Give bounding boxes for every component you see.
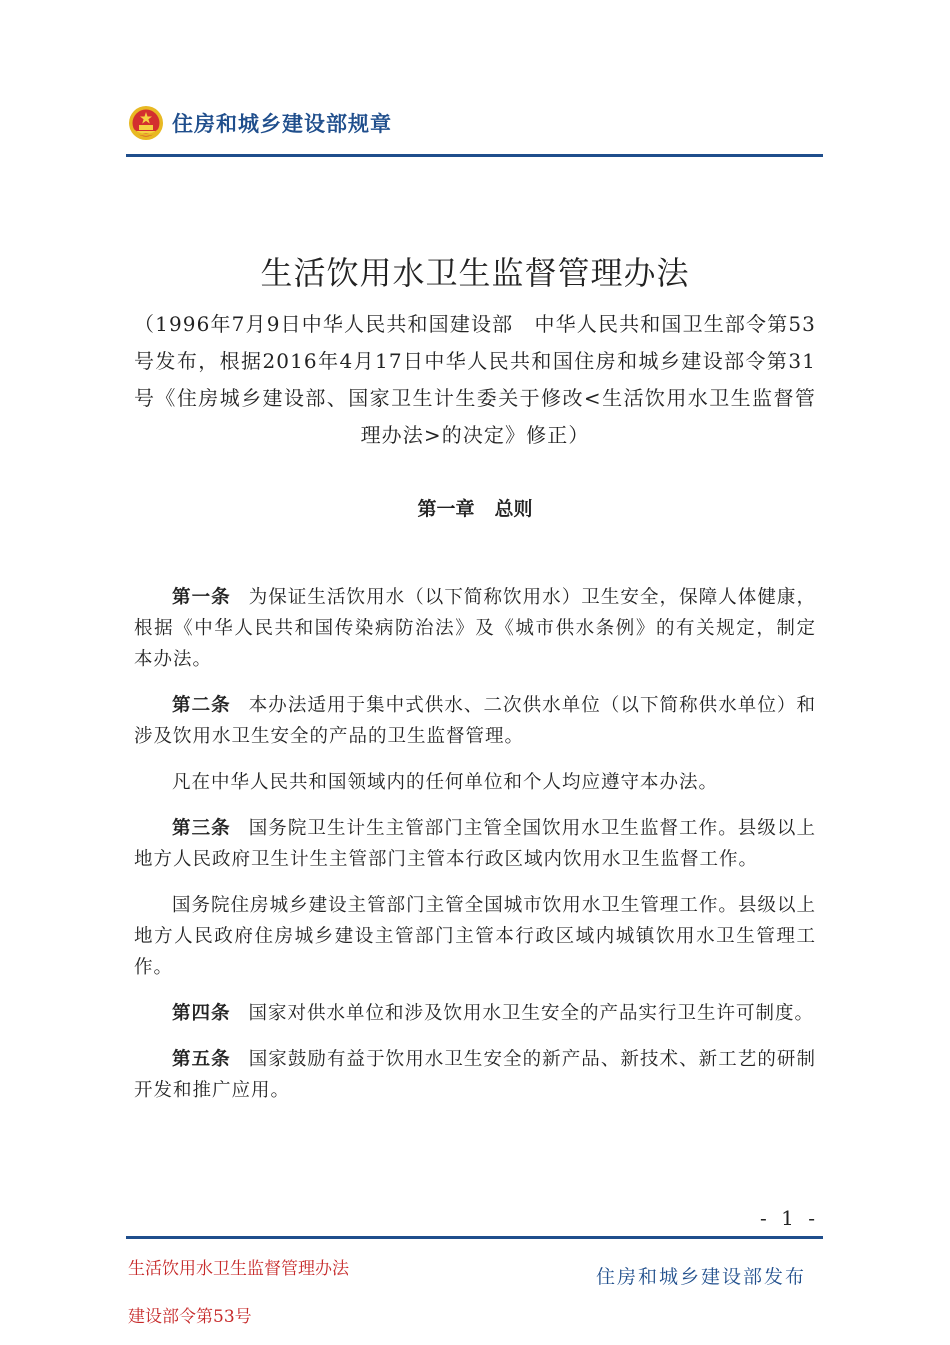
document-body [134, 582, 816, 1121]
chapter-name: 总则 [494, 498, 533, 520]
page-number: - 1 - [760, 1206, 819, 1230]
article-number: 第三条 [172, 818, 231, 839]
chapter-heading [0, 494, 950, 521]
paragraph [134, 813, 816, 875]
page-header [128, 103, 392, 143]
document-title: 生活饮用水卫生监督管理办法 [260, 254, 690, 292]
article-text: 国务院住房城乡建设主管部门主管全国城市饮用水卫生管理工作。县级以上地方人民政府住房城乡建设主管部门主管本行政区域内城镇饮用水卫生管理工作。 [134, 895, 816, 978]
paragraph [134, 582, 816, 675]
article-number: 第四条 [172, 1003, 231, 1024]
footer-doc-name: 生活饮用水卫生监督管理办法 [128, 1259, 349, 1279]
article-text: 为保证生活饮用水（以下简称饮用水）卫生安全，保障人体健康，根据《中华人民共和国传染病防治法》及《城市供水条例》的有关规定，制定本办法。 [134, 587, 816, 670]
chapter-number: 第一章 [417, 498, 475, 520]
article-number: 第二条 [172, 695, 231, 716]
paragraph [134, 1044, 816, 1106]
national-emblem-icon [128, 105, 164, 141]
article-text: 凡在中华人民共和国领域内的任何单位和个人均应遵守本办法。 [172, 772, 719, 793]
article-text: 国务院卫生计生主管部门主管全国饮用水卫生监督工作。县级以上地方人民政府卫生计生主管部门主管本行政区域内饮用水卫生监督工作。 [134, 818, 816, 870]
footer-order-number: 建设部令第53号 [128, 1307, 252, 1327]
paragraph [134, 690, 816, 752]
paragraph [134, 767, 816, 798]
footer-publisher: 住房和城乡建设部发布 [596, 1266, 807, 1288]
paragraph [134, 998, 816, 1029]
paragraph [134, 890, 816, 983]
footer-divider [126, 1236, 823, 1239]
article-text: 国家鼓励有益于饮用水卫生安全的新产品、新技术、新工艺的研制开发和推广应用。 [134, 1049, 816, 1101]
article-number: 第五条 [172, 1049, 231, 1070]
document-subtitle: （1996年7月9日中华人民共和国建设部 中华人民共和国卫生部令第53号发布，根据2016年4月17日中华人民共和国住房和城乡建设部令第31号《住房城乡建设部、国家卫生计生委关于修改<生活饮用水卫生监督管理办法>的决定》修正） [134, 312, 816, 447]
article-number: 第一条 [172, 587, 231, 608]
header-title: 住房和城乡建设部规章 [172, 112, 392, 136]
article-text: 本办法适用于集中式供水、二次供水单位（以下简称供水单位）和涉及饮用水卫生安全的产品的卫生监督管理。 [134, 695, 816, 747]
footer-left [128, 1245, 349, 1341]
article-text: 国家对供水单位和涉及饮用水卫生安全的产品实行卫生许可制度。 [248, 1003, 815, 1024]
header-divider [126, 154, 823, 157]
